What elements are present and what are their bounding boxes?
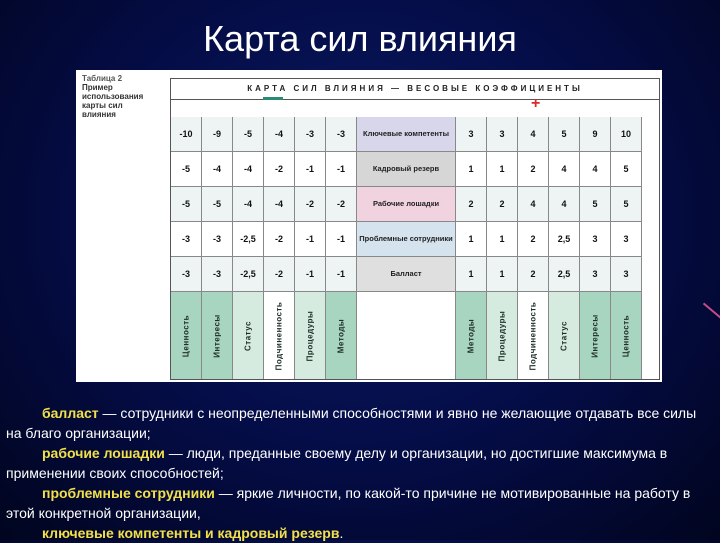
weight-cell: -1 — [295, 257, 326, 292]
weight-cell: 4 — [518, 117, 549, 152]
category-cell: Рабочие лошадки — [357, 187, 456, 222]
weight-cell: -3 — [171, 222, 202, 257]
plus-sign: + — [531, 95, 541, 112]
weight-cell: -3 — [202, 222, 233, 257]
weight-cell: 3 — [611, 222, 642, 257]
definition-term: проблемные сотрудники — [42, 485, 215, 501]
definition-body: — яркие личности, по какой-то причине не мотивированные на работу в этой конкретной организации, — [6, 485, 691, 521]
weight-cell: 4 — [549, 152, 580, 187]
weight-cell: -4 — [264, 117, 295, 152]
weight-cell: -4 — [233, 187, 264, 222]
weight-cell: -3 — [326, 117, 357, 152]
definition — [6, 483, 712, 523]
factor-label: Подчиненность — [264, 292, 295, 379]
definitions-text — [6, 403, 712, 543]
table-image — [76, 70, 662, 382]
factor-label: Интересы — [580, 292, 611, 379]
caption-line: Таблица 2 — [82, 74, 123, 83]
weight-cell: -1 — [326, 222, 357, 257]
definition-body: — люди, преданные своему делу и организации, но достигшие максимума в применении своих способностей; — [6, 445, 668, 481]
weight-cell: 10 — [611, 117, 642, 152]
table-caption — [82, 74, 170, 119]
weight-cell: -2 — [264, 222, 295, 257]
factor-label: Процедуры — [295, 292, 326, 379]
weight-cell: 4 — [518, 187, 549, 222]
weight-cell: 2 — [518, 257, 549, 292]
weight-cell: 1 — [456, 222, 487, 257]
weight-cell: -2 — [326, 187, 357, 222]
definition-body: . — [339, 525, 344, 541]
weight-cell: 3 — [456, 117, 487, 152]
factor-label: Ценность — [611, 292, 642, 379]
weight-cell: 1 — [456, 257, 487, 292]
category-cell: Проблемные сотрудники — [357, 222, 456, 257]
decor-line — [703, 303, 720, 324]
weight-cell: 9 — [580, 117, 611, 152]
weight-cell: -4 — [233, 152, 264, 187]
weight-cell: -2 — [264, 152, 295, 187]
weight-cell: 1 — [487, 257, 518, 292]
weight-cell: -2,5 — [233, 257, 264, 292]
weight-cell: -3 — [202, 257, 233, 292]
caption-line: карты сил — [82, 101, 123, 110]
weight-cell: 2 — [518, 222, 549, 257]
weight-cell: -5 — [171, 187, 202, 222]
minus-sign — [263, 97, 283, 100]
factor-label: Интересы — [202, 292, 233, 379]
weight-cell: -1 — [295, 222, 326, 257]
definition-term: ключевые компетенты и кадровый резерв — [42, 525, 340, 541]
weight-cell: -5 — [202, 187, 233, 222]
weight-cell: -9 — [202, 117, 233, 152]
definition — [6, 443, 712, 483]
factor-label: Процедуры — [487, 292, 518, 379]
weight-cell: 5 — [580, 187, 611, 222]
weight-cell: -2 — [295, 187, 326, 222]
factor-label: Ценность — [171, 292, 202, 379]
weight-cell: -3 — [295, 117, 326, 152]
weight-cell: 2 — [487, 187, 518, 222]
factor-label: Статус — [549, 292, 580, 379]
weight-cell: 4 — [580, 152, 611, 187]
influence-table — [170, 78, 660, 380]
caption-line: Пример — [82, 83, 113, 92]
weight-cell: -2,5 — [233, 222, 264, 257]
caption-line: использования — [82, 92, 144, 101]
table-header: КАРТА СИЛ ВЛИЯНИЯ — ВЕСОВЫЕ КОЭФФИЦИЕНТЫ — [171, 79, 659, 100]
weight-cell: -10 — [171, 117, 202, 152]
weight-cell: 5 — [611, 187, 642, 222]
definition-body: — сотрудники с неопределенными способностями и явно не желающие отдавать все силы на благо организации; — [6, 405, 697, 441]
weight-cell: -5 — [233, 117, 264, 152]
weight-cell: -1 — [295, 152, 326, 187]
weight-cell: -4 — [202, 152, 233, 187]
weight-cell: 3 — [580, 257, 611, 292]
weight-cell: 2 — [456, 187, 487, 222]
weight-cell: 2,5 — [549, 257, 580, 292]
factor-label: Методы — [456, 292, 487, 379]
definition-term: балласт — [42, 405, 99, 421]
slide-title: Карта сил влияния — [203, 18, 517, 59]
category-cell: Кадровый резерв — [357, 152, 456, 187]
definition — [6, 403, 712, 443]
weight-cell: 1 — [456, 152, 487, 187]
weight-cell: 3 — [611, 257, 642, 292]
caption-line: влияния — [82, 110, 116, 119]
weight-cell: -4 — [264, 187, 295, 222]
category-cell: Балласт — [357, 257, 456, 292]
weight-cell: -5 — [171, 152, 202, 187]
weight-cell: 5 — [549, 117, 580, 152]
empty-cell — [357, 292, 456, 379]
category-cell: Ключевые компетенты — [357, 117, 456, 152]
weight-cell: -3 — [171, 257, 202, 292]
definition-term: рабочие лошадки — [42, 445, 165, 461]
weight-cell: 1 — [487, 222, 518, 257]
weight-cell: -1 — [326, 152, 357, 187]
factor-label: Подчиненность — [518, 292, 549, 379]
weight-cell: 3 — [580, 222, 611, 257]
factor-label: Статус — [233, 292, 264, 379]
weight-cell: 5 — [611, 152, 642, 187]
definition — [6, 523, 712, 543]
weight-cell: -1 — [326, 257, 357, 292]
weight-cell: 4 — [549, 187, 580, 222]
factor-label: Методы — [326, 292, 357, 379]
weight-cell: 2,5 — [549, 222, 580, 257]
weight-cell: -2 — [264, 257, 295, 292]
weight-cell: 3 — [487, 117, 518, 152]
weight-cell: 1 — [487, 152, 518, 187]
weight-cell: 2 — [518, 152, 549, 187]
